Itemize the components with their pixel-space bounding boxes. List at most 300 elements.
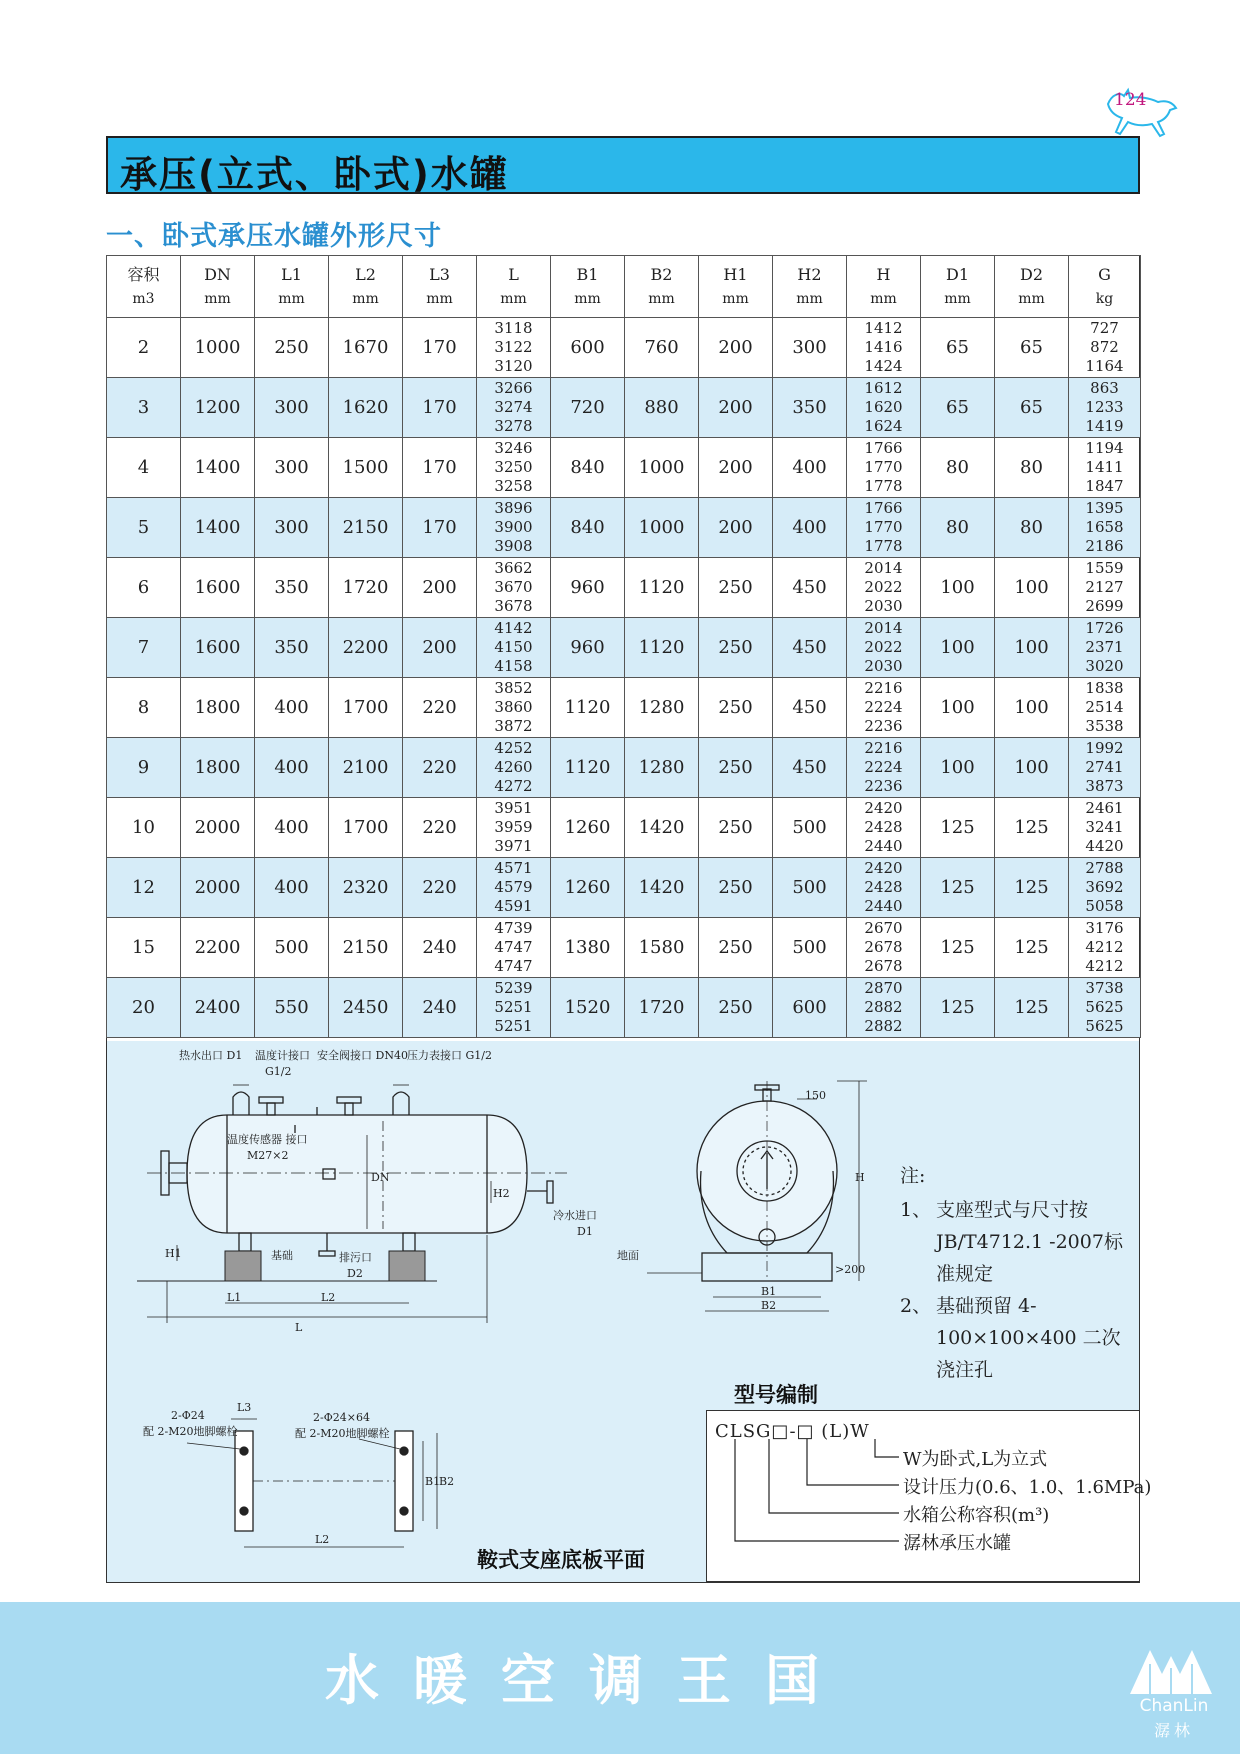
table-cell-d1: 100 — [921, 618, 995, 678]
cell-value: 3873 — [1085, 777, 1124, 795]
cell-value: 3020 — [1085, 657, 1124, 675]
cell-value: 2022 — [864, 638, 903, 656]
cell-value: 5625 — [1085, 998, 1124, 1016]
label-foundation: 基础 — [271, 1249, 293, 1262]
table-cell-dn: 2000 — [181, 798, 255, 858]
note-item — [900, 1194, 1135, 1290]
table-cell-h2: 500 — [773, 918, 847, 978]
table-cell-l2: 1700 — [329, 798, 403, 858]
cell-value: 1838 — [1085, 679, 1124, 697]
table-cell-g — [1069, 378, 1141, 438]
table-cell-g — [1069, 738, 1141, 798]
header-unit: mm — [1018, 290, 1045, 307]
label-b2: B2 — [761, 1299, 777, 1312]
brand-name-cn: 潺林 — [1153, 1721, 1194, 1740]
table-cell-l3: 170 — [403, 378, 477, 438]
table-cell-h1: 200 — [699, 318, 773, 378]
model-line-type: W为卧式,L为立式 — [903, 1449, 1048, 1470]
table-header-cell — [1069, 256, 1141, 318]
table-cell-d1: 125 — [921, 918, 995, 978]
cell-value: 2670 — [864, 919, 903, 937]
table-header-cell — [181, 256, 255, 318]
table-cell-d2: 100 — [995, 558, 1069, 618]
table-header-cell — [329, 256, 403, 318]
cell-value: 2428 — [864, 878, 903, 896]
table-row — [107, 858, 1141, 918]
table-cell-l2: 1620 — [329, 378, 403, 438]
table-cell-l — [477, 558, 551, 618]
cell-value: 3241 — [1085, 818, 1124, 836]
table-cell-b1: 1380 — [551, 918, 625, 978]
table-cell-l2: 1720 — [329, 558, 403, 618]
table-header-cell — [699, 256, 773, 318]
cell-value: 2420 — [864, 799, 903, 817]
table-cell-h — [847, 318, 921, 378]
table-header-cell — [551, 256, 625, 318]
cell-value: 3258 — [494, 477, 533, 495]
table-cell-d1: 100 — [921, 678, 995, 738]
table-row — [107, 618, 1141, 678]
label-hot-outlet: 热水出口 D1 — [179, 1049, 243, 1062]
label-temp-port-size: G1/2 — [265, 1065, 292, 1078]
table-cell-vol: 3 — [107, 378, 181, 438]
table-cell-l2: 2450 — [329, 978, 403, 1038]
table-cell-l — [477, 978, 551, 1038]
table-cell-l2: 2150 — [329, 918, 403, 978]
table-cell-d2: 125 — [995, 918, 1069, 978]
cell-value: 4571 — [494, 859, 533, 877]
cell-value: 3692 — [1085, 878, 1124, 896]
cell-value: 2440 — [864, 897, 903, 915]
table-cell-l1: 400 — [255, 858, 329, 918]
cell-value: 3246 — [494, 439, 533, 457]
table-cell-l — [477, 438, 551, 498]
cell-value: 5251 — [494, 1017, 533, 1035]
table-cell-h2: 450 — [773, 618, 847, 678]
label-plate-b2: B2 — [439, 1475, 455, 1488]
cell-value: 1766 — [864, 439, 903, 457]
note-number: 1、 — [900, 1199, 932, 1221]
cell-value: 2030 — [864, 597, 903, 615]
table-cell-l1: 300 — [255, 378, 329, 438]
notes-heading: 注: — [900, 1165, 926, 1187]
cell-value: 4212 — [1085, 938, 1124, 956]
cell-value: 1559 — [1085, 559, 1124, 577]
table-header-cell — [477, 256, 551, 318]
cell-value: 2882 — [864, 998, 903, 1016]
table-cell-dn: 1400 — [181, 498, 255, 558]
table-cell-h2: 400 — [773, 438, 847, 498]
table-cell-h2: 500 — [773, 798, 847, 858]
table-cell-vol: 20 — [107, 978, 181, 1038]
table-cell-h — [847, 618, 921, 678]
table-body — [107, 318, 1141, 1038]
table-cell-l — [477, 618, 551, 678]
cell-value: 3118 — [494, 319, 533, 337]
label-200: >200 — [835, 1263, 866, 1276]
cell-value: 1612 — [864, 379, 903, 397]
header-name: B2 — [650, 264, 673, 284]
cell-value: 3662 — [494, 559, 533, 577]
cell-value: 3250 — [494, 458, 533, 476]
table-cell-vol: 12 — [107, 858, 181, 918]
table-cell-b1: 1260 — [551, 798, 625, 858]
cell-value: 1419 — [1085, 417, 1124, 435]
label-h1: H1 — [165, 1247, 182, 1260]
table-cell-h — [847, 798, 921, 858]
table-cell-d1: 65 — [921, 378, 995, 438]
cell-value: 3951 — [494, 799, 533, 817]
label-d2: D2 — [347, 1267, 363, 1280]
table-cell-d1: 125 — [921, 978, 995, 1038]
note-text: 基础预留 4-100×100×400 二次浇注孔 — [936, 1295, 1121, 1381]
table-cell-g — [1069, 498, 1141, 558]
table-cell-d2: 100 — [995, 678, 1069, 738]
header-unit: mm — [204, 290, 231, 307]
label-plate-hole-left: 2-Φ24 — [171, 1409, 205, 1422]
table-cell-b2: 1000 — [625, 438, 699, 498]
title-bar — [106, 136, 1140, 194]
cell-value: 2428 — [864, 818, 903, 836]
table-cell-l1: 350 — [255, 558, 329, 618]
cell-value: 3122 — [494, 338, 533, 356]
table-cell-g — [1069, 918, 1141, 978]
table-cell-h2: 450 — [773, 558, 847, 618]
table-cell-l2: 2100 — [329, 738, 403, 798]
header-name: DN — [204, 264, 231, 284]
table-cell-dn: 1800 — [181, 738, 255, 798]
note-text: 支座型式与尺寸按JB/T4712.1 -2007标准规定 — [936, 1199, 1123, 1285]
table-cell-h — [847, 498, 921, 558]
table-header-cell — [921, 256, 995, 318]
cell-value: 3896 — [494, 499, 533, 517]
cell-value: 3120 — [494, 357, 533, 375]
table-cell-b1: 840 — [551, 438, 625, 498]
cell-value: 5058 — [1085, 897, 1124, 915]
table-row — [107, 438, 1141, 498]
spec-table — [106, 255, 1141, 1038]
cell-value: 2030 — [864, 657, 903, 675]
table-cell-l3: 170 — [403, 318, 477, 378]
cell-value: 2514 — [1085, 698, 1124, 716]
side-view-drawing — [137, 1085, 567, 1323]
table-cell-d2: 125 — [995, 798, 1069, 858]
table-cell-g — [1069, 558, 1141, 618]
header-name: H — [876, 264, 891, 284]
table-cell-vol: 15 — [107, 918, 181, 978]
table-cell-l2: 1700 — [329, 678, 403, 738]
header-unit: mm — [648, 290, 675, 307]
cell-value: 1778 — [864, 537, 903, 555]
table-row — [107, 738, 1141, 798]
table-cell-d2: 125 — [995, 858, 1069, 918]
label-l3: L3 — [237, 1401, 252, 1414]
table-cell-h — [847, 918, 921, 978]
table-cell-l — [477, 378, 551, 438]
table-cell-h1: 250 — [699, 858, 773, 918]
header-name: L1 — [281, 264, 302, 284]
label-plate-bolt-right: 配 2-M20地脚螺栓 — [295, 1427, 390, 1440]
table-cell-l3: 240 — [403, 978, 477, 1038]
table-cell-h2: 300 — [773, 318, 847, 378]
table-cell-d2: 100 — [995, 738, 1069, 798]
cell-value: 1770 — [864, 458, 903, 476]
label-l1: L1 — [227, 1291, 242, 1304]
cell-value: 4747 — [494, 957, 533, 975]
cell-value: 3872 — [494, 717, 533, 735]
table-cell-l3: 200 — [403, 618, 477, 678]
cell-value: 4420 — [1085, 837, 1124, 855]
table-cell-l — [477, 738, 551, 798]
brand-name-en: ChanLin — [1139, 1696, 1209, 1716]
table-cell-b1: 720 — [551, 378, 625, 438]
header-unit: kg — [1095, 290, 1114, 307]
label-pressure-gauge: 压力表接口 G1/2 — [407, 1049, 492, 1062]
cell-value: 2371 — [1085, 638, 1124, 656]
cell-value: 1778 — [864, 477, 903, 495]
table-cell-l2: 2200 — [329, 618, 403, 678]
label-plate-b1: B1 — [425, 1475, 441, 1488]
cell-value: 2788 — [1085, 859, 1124, 877]
label-plate-bolt-left: 配 2-M20地脚螺栓 — [143, 1425, 238, 1438]
table-cell-g — [1069, 618, 1141, 678]
cell-value: 3908 — [494, 537, 533, 555]
header-unit: mm — [426, 290, 453, 307]
table-cell-dn: 2400 — [181, 978, 255, 1038]
table-header-cell — [995, 256, 1069, 318]
header-name: L3 — [429, 264, 450, 284]
table-cell-h1: 200 — [699, 438, 773, 498]
table-cell-h — [847, 438, 921, 498]
label-safety-valve: 安全阀接口 DN40 — [317, 1049, 408, 1062]
table-cell-l3: 170 — [403, 498, 477, 558]
model-line-brand: 潺林承压水罐 — [903, 1533, 1011, 1554]
cell-value: 3738 — [1085, 979, 1124, 997]
model-title: 型号编制 — [734, 1383, 818, 1407]
label-150: 150 — [805, 1089, 826, 1102]
table-cell-l1: 300 — [255, 438, 329, 498]
table-cell-b1: 840 — [551, 498, 625, 558]
table-cell-b1: 1120 — [551, 738, 625, 798]
table-header-cell — [847, 256, 921, 318]
cell-value: 2216 — [864, 739, 903, 757]
table-cell-d2: 100 — [995, 618, 1069, 678]
label-drain: 排污口 — [339, 1251, 372, 1264]
table-header-cell — [403, 256, 477, 318]
table-cell-l3: 220 — [403, 858, 477, 918]
label-l2: L2 — [321, 1291, 336, 1304]
cell-value: 3278 — [494, 417, 533, 435]
cell-value: 3971 — [494, 837, 533, 855]
cell-value: 3176 — [1085, 919, 1124, 937]
table-cell-l1: 300 — [255, 498, 329, 558]
table-cell-h1: 200 — [699, 498, 773, 558]
table-cell-b2: 1000 — [625, 498, 699, 558]
cell-value: 1992 — [1085, 739, 1124, 757]
page-number-badge — [1098, 84, 1188, 132]
cell-value: 2678 — [864, 957, 903, 975]
cell-value: 4142 — [494, 619, 533, 637]
table-cell-d2: 65 — [995, 378, 1069, 438]
brand-mountain-icon — [1128, 1640, 1214, 1696]
cell-value: 1233 — [1085, 398, 1124, 416]
cell-value: 2870 — [864, 979, 903, 997]
table-row — [107, 318, 1141, 378]
cell-value: 1658 — [1085, 518, 1124, 536]
table-cell-h — [847, 678, 921, 738]
table-header-cell — [255, 256, 329, 318]
header-unit: mm — [352, 290, 379, 307]
table-row — [107, 678, 1141, 738]
table-cell-h1: 250 — [699, 558, 773, 618]
table-row — [107, 558, 1141, 618]
cell-value: 1620 — [864, 398, 903, 416]
label-temp-port: 温度计接口 — [255, 1049, 310, 1062]
table-cell-b2: 1420 — [625, 798, 699, 858]
table-cell-d2: 125 — [995, 978, 1069, 1038]
cell-value: 4747 — [494, 938, 533, 956]
header-name: H1 — [723, 264, 748, 284]
page-title: 承压(立式、卧式)水罐 — [120, 153, 509, 196]
cell-value: 1770 — [864, 518, 903, 536]
table-cell-l2: 2320 — [329, 858, 403, 918]
table-cell-l — [477, 798, 551, 858]
note-number: 2、 — [900, 1295, 932, 1317]
label-h2: H2 — [493, 1187, 510, 1200]
table-cell-d1: 100 — [921, 558, 995, 618]
table-cell-l3: 240 — [403, 918, 477, 978]
table-cell-vol: 6 — [107, 558, 181, 618]
cell-value: 727 — [1090, 319, 1119, 337]
note-item — [900, 1290, 1135, 1386]
cell-value: 2236 — [864, 777, 903, 795]
table-cell-vol: 8 — [107, 678, 181, 738]
table-cell-h — [847, 558, 921, 618]
table-cell-l — [477, 498, 551, 558]
table-cell-l3: 220 — [403, 678, 477, 738]
table-cell-dn: 2200 — [181, 918, 255, 978]
table-cell-d2: 80 — [995, 498, 1069, 558]
table-cell-h — [847, 738, 921, 798]
cell-value: 3860 — [494, 698, 533, 716]
cell-value: 4272 — [494, 777, 533, 795]
cell-value: 2224 — [864, 698, 903, 716]
model-code: CLSG□-□ (L)W — [715, 1421, 870, 1442]
cell-value: 2022 — [864, 578, 903, 596]
table-cell-l1: 550 — [255, 978, 329, 1038]
header-unit: mm — [722, 290, 749, 307]
cell-value: 2461 — [1085, 799, 1124, 817]
table-cell-dn: 1400 — [181, 438, 255, 498]
table-cell-l3: 220 — [403, 798, 477, 858]
cell-value: 2224 — [864, 758, 903, 776]
table-cell-h2: 450 — [773, 678, 847, 738]
table-cell-l — [477, 318, 551, 378]
cell-value: 2216 — [864, 679, 903, 697]
footer-slogan: 水暖空调王国 — [325, 1649, 853, 1712]
table-cell-h1: 200 — [699, 378, 773, 438]
cell-value: 872 — [1090, 338, 1119, 356]
label-ground: 地面 — [617, 1249, 639, 1262]
table-row — [107, 978, 1141, 1038]
table-cell-h — [847, 858, 921, 918]
cell-value: 1766 — [864, 499, 903, 517]
table-cell-l — [477, 678, 551, 738]
table-cell-h2: 350 — [773, 378, 847, 438]
table-cell-h1: 250 — [699, 738, 773, 798]
cell-value: 2882 — [864, 1017, 903, 1035]
header-name: D2 — [1019, 264, 1043, 284]
table-cell-dn: 1600 — [181, 558, 255, 618]
table-cell-d1: 125 — [921, 858, 995, 918]
table-cell-d2: 65 — [995, 318, 1069, 378]
model-box — [706, 1410, 1152, 1582]
table-cell-l3: 200 — [403, 558, 477, 618]
header-unit: mm — [944, 290, 971, 307]
table-header-row — [107, 256, 1141, 318]
table-cell-l3: 220 — [403, 738, 477, 798]
table-cell-h2: 600 — [773, 978, 847, 1038]
table-cell-b2: 1280 — [625, 738, 699, 798]
table-header-cell — [107, 256, 181, 318]
table-cell-l1: 400 — [255, 798, 329, 858]
table-cell-h2: 450 — [773, 738, 847, 798]
header-unit: mm — [796, 290, 823, 307]
table-cell-dn: 1600 — [181, 618, 255, 678]
cell-value: 1194 — [1085, 439, 1124, 457]
table-cell-dn: 2000 — [181, 858, 255, 918]
section-title: 一、卧式承压水罐外形尺寸 — [106, 221, 442, 252]
cell-value: 2186 — [1085, 537, 1124, 555]
header-name: L — [508, 264, 519, 284]
header-unit: m3 — [132, 290, 155, 307]
cell-value: 1424 — [864, 357, 903, 375]
cell-value: 1411 — [1085, 458, 1124, 476]
table-cell-b2: 1120 — [625, 618, 699, 678]
table-cell-d1: 125 — [921, 798, 995, 858]
cell-value: 4252 — [494, 739, 533, 757]
table-cell-d1: 80 — [921, 438, 995, 498]
notes-block — [900, 1160, 1135, 1386]
label-sensor-port: 温度传感器 接口 — [227, 1133, 308, 1146]
cell-value: 3852 — [494, 679, 533, 697]
cell-value: 2127 — [1085, 578, 1124, 596]
label-dn: DN — [371, 1171, 390, 1184]
cell-value: 3959 — [494, 818, 533, 836]
label-b1: B1 — [761, 1285, 777, 1298]
table-cell-h1: 250 — [699, 918, 773, 978]
cell-value: 4579 — [494, 878, 533, 896]
cell-value: 2741 — [1085, 758, 1124, 776]
table-cell-l1: 400 — [255, 678, 329, 738]
header-unit: mm — [500, 290, 527, 307]
cell-value: 1726 — [1085, 619, 1124, 637]
table-cell-b2: 1720 — [625, 978, 699, 1038]
footer-banner — [0, 1602, 1240, 1754]
table-cell-b1: 960 — [551, 618, 625, 678]
cell-value: 4260 — [494, 758, 533, 776]
table-cell-dn: 1000 — [181, 318, 255, 378]
table-cell-g — [1069, 318, 1141, 378]
table-cell-dn: 1800 — [181, 678, 255, 738]
cell-value: 1412 — [864, 319, 903, 337]
model-line-pressure: 设计压力(0.6、1.0、1.6MPa) — [903, 1477, 1152, 1498]
table-cell-b2: 1120 — [625, 558, 699, 618]
cell-value: 4591 — [494, 897, 533, 915]
table-row — [107, 498, 1141, 558]
table-cell-d1: 65 — [921, 318, 995, 378]
table-cell-g — [1069, 858, 1141, 918]
